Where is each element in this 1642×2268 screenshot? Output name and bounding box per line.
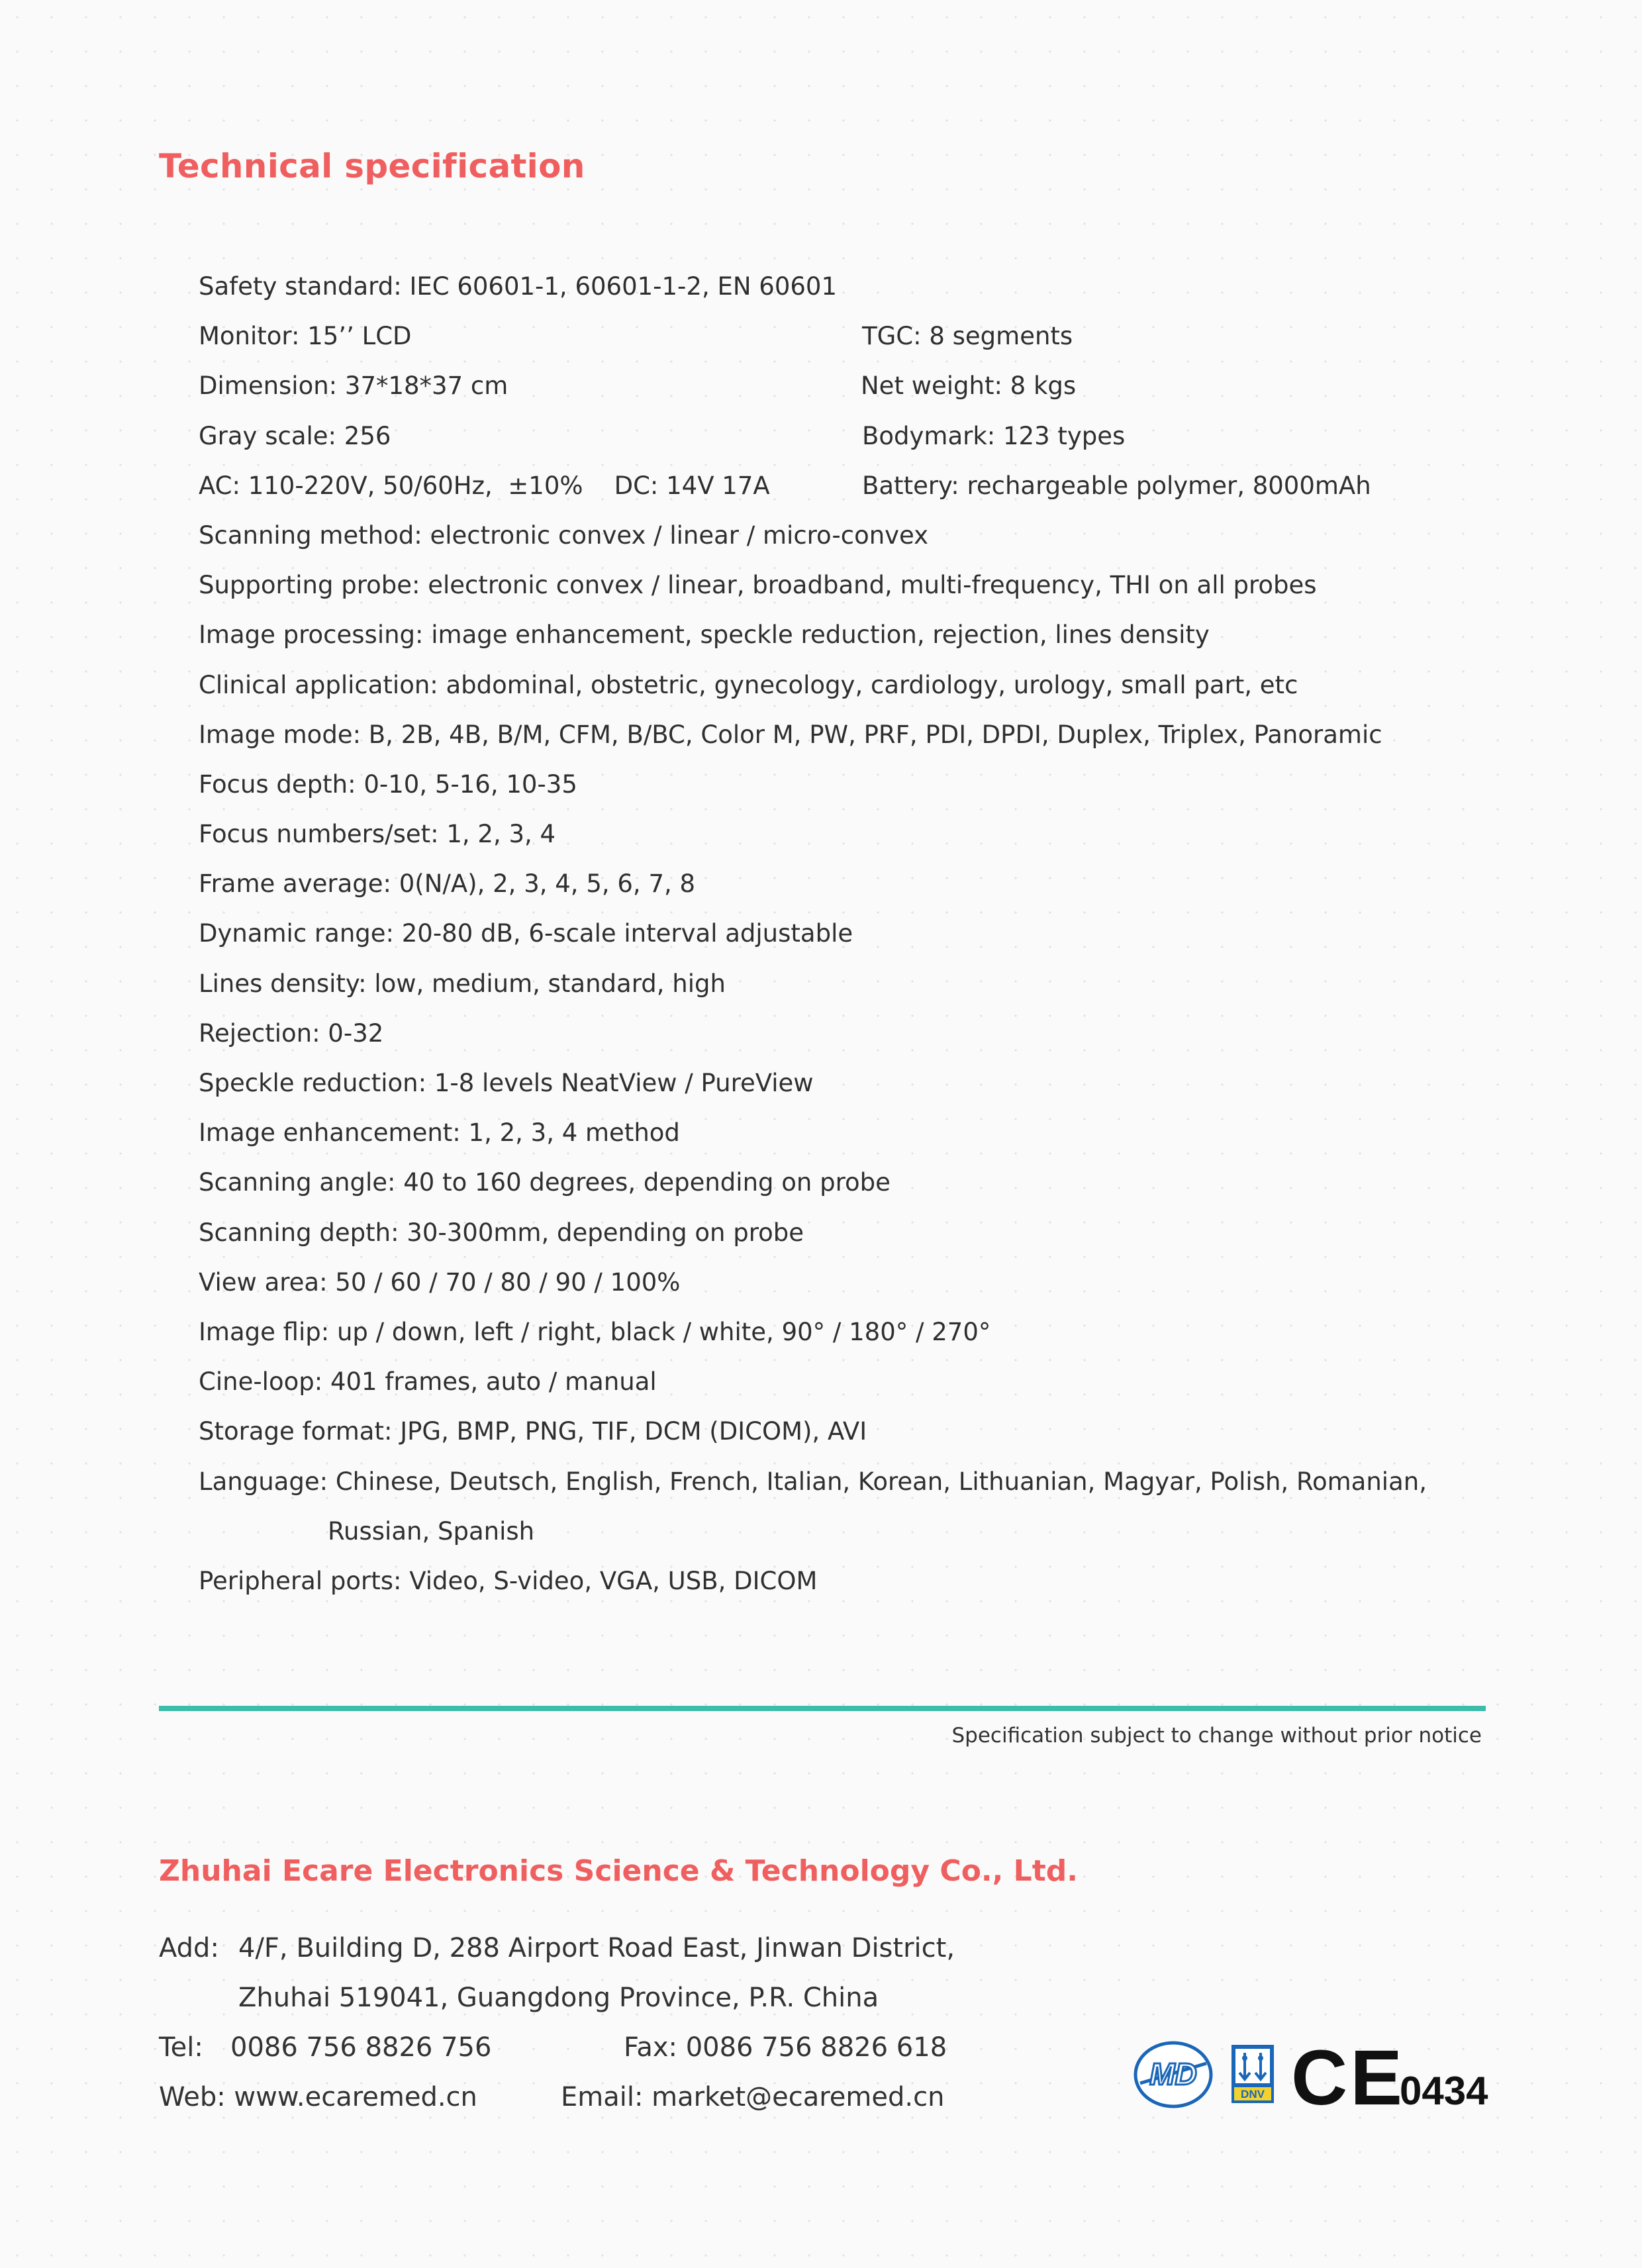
spec-scanning-depth: Scanning depth: 30-300mm, depending on probe <box>199 1218 804 1247</box>
spec-clinical-application: Clinical application: abdominal, obstetric, gynecology, cardiology, urology, small part, etc <box>199 670 1298 699</box>
certification-logos <box>1134 2032 1491 2118</box>
spec-row <box>199 1406 1457 1456</box>
spec-lines-density: Lines density: low, medium, standard, high <box>199 969 726 998</box>
spec-row <box>199 710 1457 760</box>
spec-row <box>199 262 1457 311</box>
spec-row <box>199 411 1457 461</box>
address-line-1: 4/F, Building D, 288 Airport Road East, Jinwan District, <box>238 1933 955 1963</box>
spec-scanning-method: Scanning method: electronic convex / linear / micro-convex <box>199 520 929 550</box>
page-title: Technical specification <box>159 147 585 185</box>
spec-row <box>199 1357 1457 1406</box>
spec-row <box>199 1257 1457 1307</box>
spec-row <box>199 859 1457 909</box>
spec-tgc: TGC: 8 segments <box>862 322 1073 351</box>
spec-cine-loop: Cine-loop: 401 frames, auto / manual <box>199 1367 657 1397</box>
spec-row <box>199 1457 1457 1506</box>
tel-label: Tel: <box>159 2032 203 2063</box>
spec-storage-format: Storage format: JPG, BMP, PNG, TIF, DCM (DICOM), AVI <box>199 1417 867 1446</box>
spec-row <box>199 1009 1457 1058</box>
tel-number: 0086 756 8826 756 <box>230 2032 492 2063</box>
spec-focus-depth: Focus depth: 0-10, 5-16, 10-35 <box>199 769 577 799</box>
spec-row <box>199 560 1457 610</box>
spec-image-mode: Image mode: B, 2B, 4B, B/M, CFM, B/BC, Color M, PW, PRF, PDI, DPDI, Duplex, Triplex, Panoramic <box>199 720 1382 749</box>
spec-dimension: Dimension: 37*18*37 cm <box>199 371 508 401</box>
spec-speckle-reduction: Speckle reduction: 1-8 levels NeatView / PureView <box>199 1069 814 1097</box>
spec-row <box>199 1506 1457 1556</box>
company-name: Zhuhai Ecare Electronics Science & Technology Co., Ltd. <box>159 1854 1078 1888</box>
spec-monitor: Monitor: 15’’ LCD <box>199 322 412 351</box>
spec-power: AC: 110-220V, 50/60Hz, ±10% DC: 14V 17A <box>199 471 770 500</box>
divider-rule <box>159 1706 1486 1711</box>
spec-row <box>199 1556 1457 1606</box>
spec-peripheral-ports: Peripheral ports: Video, S-video, VGA, USB, DICOM <box>199 1566 818 1595</box>
spec-gray-scale: Gray scale: 256 <box>199 421 391 450</box>
spec-net-weight: Net weight: 8 kgs <box>861 371 1077 401</box>
spec-row <box>199 1108 1457 1158</box>
address-label: Add: <box>159 1933 219 1963</box>
spec-dynamic-range: Dynamic range: 20-80 dB, 6-scale interval adjustable <box>199 919 853 948</box>
spec-supporting-probe: Supporting probe: electronic convex / linear, broadband, multi-frequency, THI on all probes <box>199 571 1317 600</box>
spec-row <box>199 511 1457 560</box>
spec-row <box>199 809 1457 859</box>
spec-row <box>199 1058 1457 1108</box>
spec-image-flip: Image flip: up / down, left / right, black / white, 90° / 180° / 270° <box>199 1317 991 1346</box>
spec-row <box>199 1158 1457 1207</box>
spec-bodymark: Bodymark: 123 types <box>862 421 1126 450</box>
spec-image-processing: Image processing: image enhancement, speckle reduction, rejection, lines density <box>199 620 1210 650</box>
spec-battery: Battery: rechargeable polymer, 8000mAh <box>862 471 1371 500</box>
certification-logos-svg <box>1134 2032 1491 2118</box>
spec-row <box>199 660 1457 710</box>
spec-list <box>199 262 1457 1606</box>
specification-notice: Specification subject to change without prior notice <box>951 1724 1482 1748</box>
spec-row <box>199 610 1457 660</box>
spec-focus-numbers: Focus numbers/set: 1, 2, 3, 4 <box>199 820 556 849</box>
spec-scanning-angle: Scanning angle: 40 to 160 degrees, depending on probe <box>199 1168 891 1197</box>
spec-rejection: Rejection: 0-32 <box>199 1018 384 1048</box>
md-certification-icon <box>1135 2043 1211 2106</box>
spec-row <box>199 1208 1457 1257</box>
fax-number: Fax: 0086 756 8826 618 <box>624 2032 947 2063</box>
email-link[interactable]: Email: market@ecaremed.cn <box>561 2082 945 2112</box>
ce-mark: CE <box>1291 2034 1405 2118</box>
spec-row <box>199 361 1457 411</box>
dnv-certification-icon <box>1232 2045 1274 2103</box>
spec-row <box>199 461 1457 511</box>
dnv-badge-text: DNV <box>1241 2088 1265 2100</box>
spec-image-enhancement: Image enhancement: 1, 2, 3, 4 method <box>199 1118 680 1148</box>
spec-frame-average: Frame average: 0(N/A), 2, 3, 4, 5, 6, 7, 8 <box>199 869 696 899</box>
spec-row <box>199 311 1457 361</box>
ce-notified-body-number: 0434 <box>1400 2069 1488 2113</box>
spec-view-area: View area: 50 / 60 / 70 / 80 / 90 / 100% <box>199 1267 681 1297</box>
spec-language: Language: Chinese, Deutsch, English, French, Italian, Korean, Lithuanian, Magyar, Polish, Romanian, <box>199 1467 1427 1496</box>
spec-row <box>199 760 1457 809</box>
spec-row <box>199 909 1457 958</box>
address-line-2: Zhuhai 519041, Guangdong Province, P.R. China <box>238 1983 879 2013</box>
website-link[interactable]: Web: www.ecaremed.cn <box>159 2082 477 2112</box>
spec-safety-standard: Safety standard: IEC 60601-1, 60601-1-2, EN 60601 <box>199 272 837 301</box>
md-badge-text: MD <box>1149 2057 1197 2091</box>
spec-row <box>199 1307 1457 1357</box>
spec-language-continued: Russian, Spanish <box>328 1516 535 1546</box>
spec-row <box>199 959 1457 1009</box>
